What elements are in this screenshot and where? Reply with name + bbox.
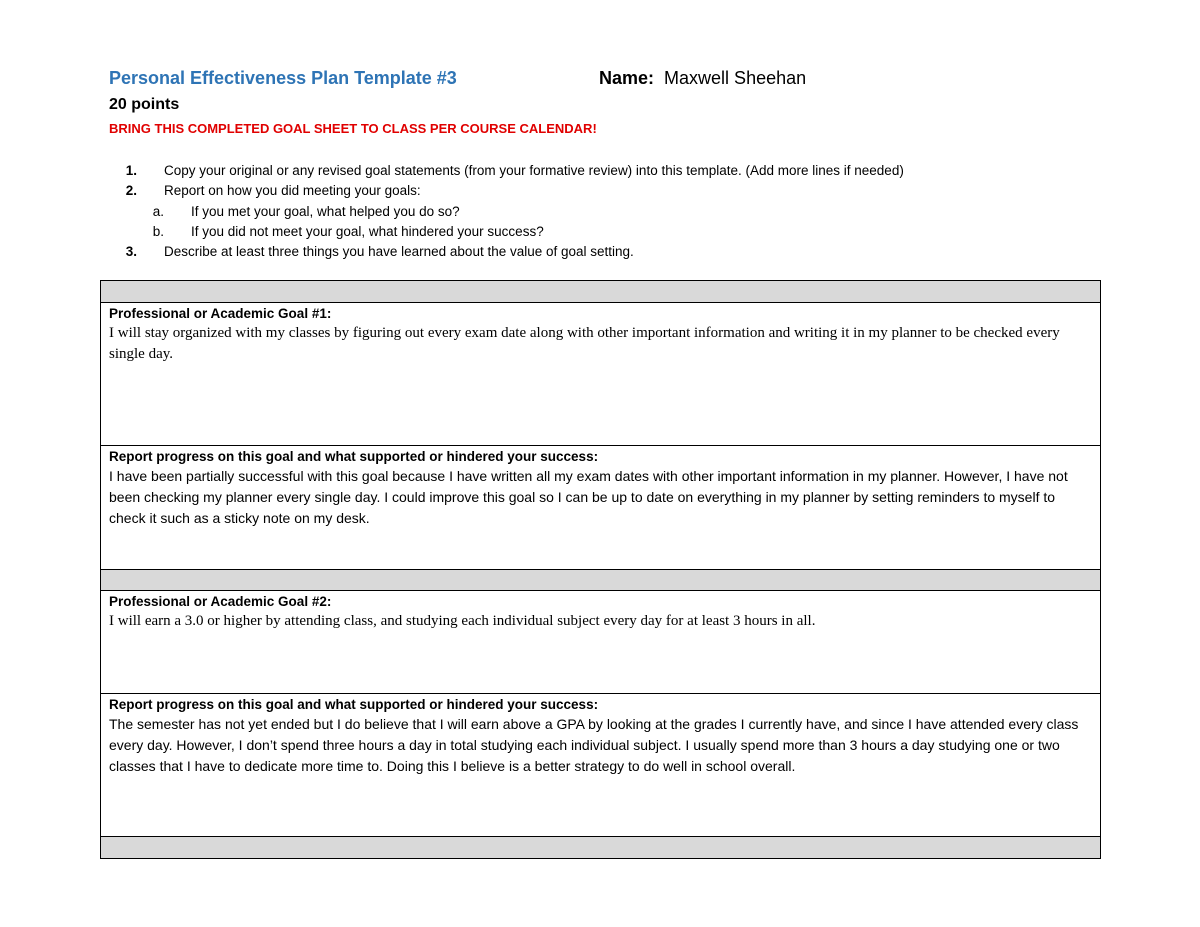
goals-table — [100, 280, 1101, 859]
instruction-item — [109, 161, 1109, 181]
report-cell — [101, 446, 1101, 570]
name-value: Maxwell Sheehan — [664, 68, 807, 88]
separator-band — [101, 281, 1101, 303]
notice-text: BRING THIS COMPLETED GOAL SHEET TO CLASS PER COURSE CALENDAR! — [109, 121, 597, 136]
instruction-text: Copy your original or any revised goal statements (from your formative review) into this template. (Add more lines if needed) — [164, 163, 904, 178]
instruction-number: 3. — [125, 244, 137, 260]
goal-cell — [101, 591, 1101, 694]
goal-text: I will earn a 3.0 or higher by attending class, and studying each individual subject every day for at least 3 hours in all. — [109, 613, 816, 629]
instruction-letter: a. — [152, 203, 164, 219]
goal-label: Professional or Academic Goal #2: — [109, 594, 332, 609]
goal-label: Professional or Academic Goal #1: — [109, 306, 332, 321]
report-cell — [101, 694, 1101, 837]
goal-text: I will stay organized with my classes by figuring out every exam date along with other important information and writing it in my planner to be checked every single day. — [109, 325, 1060, 362]
goal-cell — [101, 303, 1101, 446]
instruction-item — [109, 181, 1109, 201]
instruction-text: If you met your goal, what helped you do so? — [191, 203, 460, 219]
instruction-text: Describe at least three things you have learned about the value of goal setting. — [164, 244, 634, 260]
instruction-letter: b. — [152, 223, 164, 239]
separator-band — [101, 570, 1101, 591]
instruction-text: If you did not meet your goal, what hindered your success? — [191, 223, 544, 239]
separator-band — [101, 837, 1101, 859]
page-title: Personal Effectiveness Plan Template #3 — [109, 68, 457, 88]
instructions-list — [109, 161, 1109, 262]
name-label: Name: — [599, 68, 655, 88]
points-heading: 20 points — [109, 96, 180, 113]
student-name-block — [599, 68, 806, 89]
instruction-item — [109, 242, 1109, 262]
instruction-number: 1. — [125, 163, 137, 178]
instruction-number: 2. — [125, 183, 137, 199]
instruction-text: Report on how you did meeting your goals: — [164, 183, 421, 199]
report-text: The semester has not yet ended but I do believe that I will earn above a GPA by looking at the grades I currently have, and since I have attended every class every day. However, I don’t spend three hours a day in total studying each individual subject. I usually spend more than 3 hours a day studying one or two classes that I have to dedicate more time to. Doing this I believe is a better strategy to do well in school overall. — [109, 716, 1079, 774]
report-text: I have been partially successful with this goal because I have written all my exam dates with other important information in my planner. However, I have not been checking my planner every single day. I could improve this goal so I can be up to date on everything in my planner by setting reminders to myself to check it such as a sticky note on my desk. — [109, 468, 1068, 526]
instruction-subitem — [109, 202, 1109, 222]
instruction-subitem — [109, 222, 1109, 242]
report-label: Report progress on this goal and what supported or hindered your success: — [109, 697, 599, 712]
report-label: Report progress on this goal and what supported or hindered your success: — [109, 449, 599, 464]
